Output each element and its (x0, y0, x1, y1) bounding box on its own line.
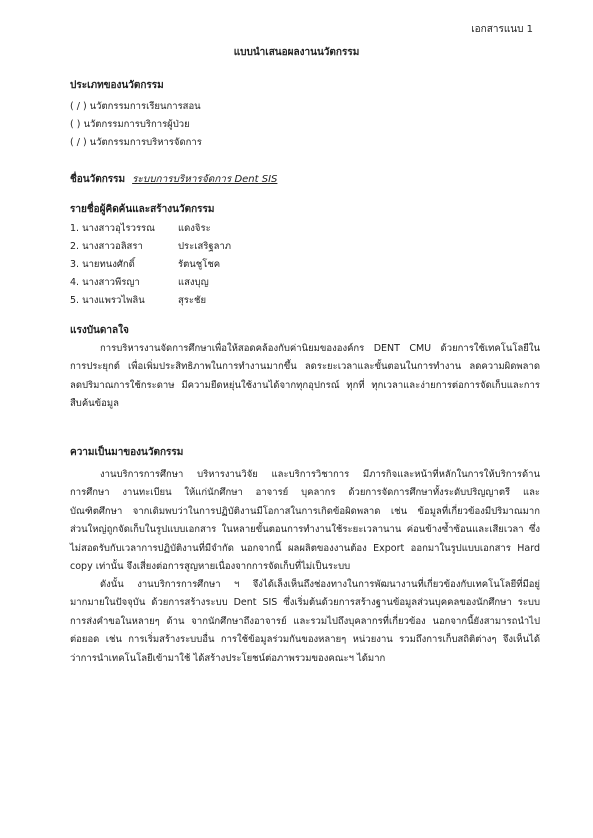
author-surname: แดงจิระ (178, 223, 211, 234)
paragraph-line: การศึกษา งานทะเบียน ให้แก่นักศึกษา อาจารย์ บุคลากร ด้วยการจัดการศึกษาทั้งระดับปริญญาตรี และ (70, 487, 540, 499)
author-row (70, 239, 231, 254)
paragraph-line: ไม่สอดรับกับเวลาการปฏิบัติงานที่มีจำกัด นอกจากนี้ ผลผลิตของงานต้อง Export ออกมาในรูปแบบเอกสาร Hard (70, 542, 540, 554)
author-surname: ประเสริฐลาภ (178, 241, 232, 252)
author-name: 4. นางสาวพีรญา (70, 277, 140, 288)
authors-heading: รายชื่อผู้คิดค้นและสร้างนวัตกรรม (70, 204, 215, 215)
author-row (70, 257, 220, 272)
paragraph-line: การส่งคำขอในหลายๆ ด้าน จากนักศึกษาถึงอาจารย์ และรวมไปถึงบุคลากรที่เกี่ยวข้อง นอกจากนี้ยังสามารถนำไป (70, 615, 540, 627)
author-row (70, 293, 206, 308)
paragraph-line: การประยุกต์ เพื่อเพิ่มประสิทธิภาพในการทำงานมากขึ้น ลดระยะเวลาและขั้นตอนในการทำงาน ลดความผิดพลาด (70, 361, 540, 373)
paragraph-line: สืบค้นข้อมูล (70, 398, 119, 410)
background-paragraph-2 (70, 576, 540, 668)
type-option-management: ( / ) นวัตกรรมการบริหารจัดการ (70, 137, 202, 148)
innovation-name: ระบบการบริหารจัดการ Dent SIS (132, 174, 278, 185)
paragraph-line: ต่อยอด เช่น การเริ่มสร้างระบบอื่น การใช้ข้อมูลร่วมกันของหลายๆ หน่วยงาน รวมถึงการเก็บสถิติต่างๆ จึงเห็นได้ (70, 634, 540, 646)
author-name: 5. นางแพรวไพลิน (70, 295, 145, 306)
background-heading: ความเป็นมาของนวัตกรรม (70, 447, 184, 458)
author-row (70, 275, 209, 290)
paragraph-line: การบริหารงานจัดการศึกษาเพื่อให้สอดคล้องกับค่านิยมขององค์กร DENT CMU ด้วยการใช้เทคโนโลยีใน (100, 343, 540, 354)
paragraph-line: ว่าการนำเทคโนโลยีเข้ามาใช้ ได้สร้างประโยชน์ต่อภาพรวมของคณะฯ ได้มาก (70, 652, 386, 664)
author-surname: แสงบุญ (178, 277, 209, 288)
innovation-type-heading: ประเภทของนวัตกรรม (70, 80, 164, 91)
innovation-name-label: ชื่อนวัตกรรม (70, 174, 126, 185)
author-surname: สุระชัย (178, 295, 207, 306)
author-name: 3. นายทนงศักดิ์ (70, 259, 135, 270)
author-name: 2. นางสาวอลิสรา (70, 241, 143, 252)
inspiration-paragraph (70, 340, 540, 414)
paragraph-line: งานบริการการศึกษา บริหารงานวิจัย และบริการวิชาการ มีภารกิจและหน้าที่หลักในการให้บริการด้าน (100, 469, 540, 480)
type-option-teaching: ( / ) นวัตกรรมการเรียนการสอน (70, 101, 201, 112)
attachment-number: เอกสารแนบ 1 (471, 24, 533, 35)
paragraph-line: copy เท่านั้น จึงเสี่ยงต่อการสูญหายเนื่องจากการจัดเก็บที่ไม่เป็นระบบ (70, 561, 351, 573)
background-paragraph-1 (70, 466, 540, 576)
type-option-patient-service: ( ) นวัตกรรมการบริการผู้ป่วย (70, 119, 190, 130)
author-row (70, 221, 211, 236)
paragraph-line: ลดปริมาณการใช้กระดาษ มีความยืดหยุ่นใช้งานได้จากทุกอุปกรณ์ ทุกที่ ทุกเวลาและง่ายการต่อการจัดเก็บและการ (70, 379, 540, 391)
innovation-name-line (70, 172, 277, 187)
document-title: แบบนำเสนอผลงานนวัตกรรม (233, 47, 360, 58)
paragraph-line: ส่วนใหญ่ถูกจัดเก็บในรูปแบบเอกสาร ในหลายขั้นตอนการทำงานใช้ระยะเวลานาน ค่อนข้างซ้ำซ้อนและเสียเวลา ซึ่ง (70, 524, 540, 536)
author-name: 1. นางสาวอุไรวรรณ (70, 223, 155, 234)
author-surname: รัตนชูโชค (178, 259, 221, 270)
paragraph-line: มากมายในปัจจุบัน ด้วยการสร้างระบบ Dent SIS ซึ่งเริ่มต้นด้วยการสร้างฐานข้อมูลส่วนบุคคลของนักศึกษา ระบบ (70, 597, 540, 609)
inspiration-heading: แรงบันดาลใจ (70, 325, 129, 336)
paragraph-line: ดังนั้น งานบริการการศึกษา ฯ จึงได้เล็งเห็นถึงช่องทางในการพัฒนางานที่เกี่ยวข้องกับเทคโนโลยีที่มีอยู่ (100, 579, 540, 590)
paragraph-line: บัณฑิตศึกษา จากเดิมพบว่าในการปฏิบัติงานมีโอกาสในการเกิดข้อผิดพลาด เช่น ข้อมูลที่เกี่ยวข้องมีปริมาณมาก (70, 505, 540, 517)
